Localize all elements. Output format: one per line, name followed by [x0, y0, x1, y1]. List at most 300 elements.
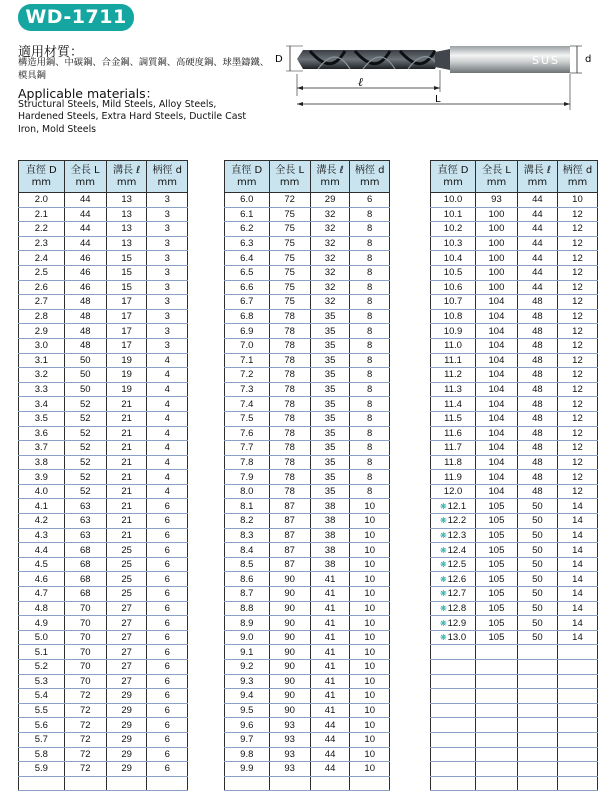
table-row [19, 660, 188, 675]
cell-value: 14 [572, 602, 583, 614]
cell-overall-length-L [64, 718, 106, 733]
cell-flute-length-l [310, 309, 350, 324]
table-row [431, 572, 598, 587]
cell-value: 78 [284, 456, 295, 468]
cell-flute-length-l [517, 776, 557, 791]
cell-diameter-D [431, 762, 476, 777]
cell-flute-length-l [310, 776, 350, 791]
col-header-unit: mm [279, 176, 300, 188]
col-header-shank-diameter-d [557, 161, 597, 193]
cell-shank-diameter-d [147, 601, 188, 616]
table-row [225, 368, 390, 383]
cell-overall-length-L [476, 601, 518, 616]
cell-shank-diameter-d [350, 732, 390, 747]
cell-flute-length-l [310, 324, 350, 339]
cell-value: 29 [121, 705, 132, 717]
cell-value: 6.9 [240, 325, 254, 337]
cell-value: 50 [532, 559, 543, 571]
cell-shank-diameter-d [557, 528, 597, 543]
cell-value: 8 [367, 486, 373, 498]
special-mark-icon: ❋ [439, 574, 447, 584]
cell-value: 27 [121, 602, 132, 614]
cell-shank-diameter-d [147, 222, 188, 237]
cell-overall-length-L [269, 470, 310, 485]
cell-value: 29 [121, 734, 132, 746]
cell-value: 13 [121, 223, 132, 235]
col-header-unit: mm [31, 176, 52, 188]
cell-overall-length-L [476, 265, 518, 280]
cell-flute-length-l [310, 718, 350, 733]
cell-value: 70 [79, 617, 91, 629]
cell-value: 13 [121, 208, 132, 220]
product-code-badge: WD-1711 [18, 4, 134, 31]
cell-value: 78 [284, 325, 295, 337]
cell-diameter-D [431, 703, 476, 718]
cell-diameter-D [431, 674, 476, 689]
cell-value: 13 [121, 238, 132, 250]
cell-value: 35 [324, 354, 336, 366]
cell-overall-length-L [64, 601, 106, 616]
cell-value: 8 [367, 325, 373, 337]
cell-overall-length-L [269, 382, 310, 397]
cell-value: 4.1 [34, 500, 48, 512]
col-header-overall-length-L [269, 161, 310, 193]
cell-value: 100 [488, 267, 505, 279]
cell-value: 90 [284, 661, 295, 673]
cell-diameter-D [431, 193, 476, 208]
cell-value: 21 [121, 427, 132, 439]
cell-value: 13 [121, 194, 132, 206]
table-row [431, 732, 598, 747]
cell-diameter-D [225, 543, 270, 558]
cell-value: 6.3 [240, 238, 254, 250]
cell-value: 104 [488, 442, 505, 454]
cell-flute-length-l [310, 499, 350, 514]
cell-shank-diameter-d [350, 484, 390, 499]
cell-overall-length-L [64, 397, 106, 412]
cell-value: 3 [164, 238, 170, 250]
materials-list-zh: 構造用鋼、中碳鋼、合金鋼、調質鋼、高硬度鋼、球墨鑄鐵、模具鋼 [18, 57, 270, 81]
cell-value: 70 [79, 602, 91, 614]
cell-value: 3.4 [34, 398, 48, 410]
cell-value: 6.8 [240, 311, 254, 323]
cell-shank-diameter-d [147, 441, 188, 456]
cell-value: 93 [284, 748, 295, 760]
cell-flute-length-l [517, 324, 557, 339]
cell-value: 6 [164, 734, 170, 746]
table-row [225, 484, 390, 499]
cell-diameter-D [225, 660, 270, 675]
cell-value: 63 [79, 529, 91, 541]
cell-flute-length-l [310, 747, 350, 762]
table-row [431, 499, 598, 514]
table-row [431, 338, 598, 353]
cell-overall-length-L [64, 557, 106, 572]
cell-flute-length-l [517, 411, 557, 426]
cell-diameter-D [225, 601, 270, 616]
special-mark-icon: ❋ [439, 516, 447, 526]
cell-overall-length-L [64, 455, 106, 470]
cell-shank-diameter-d [350, 776, 390, 791]
table-row [19, 426, 188, 441]
cell-shank-diameter-d [147, 338, 188, 353]
cell-overall-length-L [476, 280, 518, 295]
cell-shank-diameter-d [350, 338, 390, 353]
cell-value: 6 [164, 529, 170, 541]
cell-value: 14 [572, 588, 583, 600]
cell-flute-length-l [106, 295, 147, 310]
cell-value: 12 [572, 486, 583, 498]
special-mark-icon: ❋ [439, 545, 447, 555]
cell-shank-diameter-d [147, 660, 188, 675]
cell-shank-diameter-d [557, 718, 597, 733]
cell-value: 19 [121, 384, 132, 396]
cell-flute-length-l [517, 703, 557, 718]
cell-flute-length-l [517, 236, 557, 251]
table-row [431, 528, 598, 543]
cell-value: 11.9 [444, 471, 462, 483]
cell-flute-length-l [310, 338, 350, 353]
cell-overall-length-L [64, 222, 106, 237]
cell-value: 4 [164, 413, 170, 425]
cell-diameter-D [431, 543, 476, 558]
cell-value: 35 [324, 456, 336, 468]
cell-overall-length-L [269, 207, 310, 222]
table-row [431, 441, 598, 456]
cell-flute-length-l [106, 674, 147, 689]
table-row [225, 265, 390, 280]
cell-value: 6 [164, 748, 170, 760]
cell-overall-length-L [476, 426, 518, 441]
special-mark-icon: ❋ [439, 501, 447, 511]
cell-shank-diameter-d [350, 382, 390, 397]
cell-value: 8.0 [240, 486, 254, 498]
cell-shank-diameter-d [557, 484, 597, 499]
cell-flute-length-l [106, 630, 147, 645]
cell-overall-length-L [269, 689, 310, 704]
cell-flute-length-l [106, 557, 147, 572]
table-row [19, 616, 188, 631]
col-header-shank-diameter-d [147, 161, 188, 193]
cell-overall-length-L [64, 207, 106, 222]
cell-overall-length-L [269, 222, 310, 237]
cell-shank-diameter-d [147, 207, 188, 222]
cell-diameter-D [19, 601, 65, 616]
cell-value: 68 [79, 559, 91, 571]
cell-value: 78 [284, 311, 295, 323]
table-row [19, 207, 188, 222]
cell-value: 90 [284, 690, 295, 702]
col-header-label: 溝長 ℓ [112, 164, 141, 176]
cell-value: 11.1 [444, 354, 462, 366]
header-row [225, 161, 390, 193]
cell-value: 2.4 [34, 252, 48, 264]
cell-value: 100 [488, 252, 505, 264]
cell-overall-length-L [476, 689, 518, 704]
cell-shank-diameter-d [147, 470, 188, 485]
cell-value: 6.6 [240, 281, 254, 293]
cell-value: 72 [79, 719, 91, 731]
cell-shank-diameter-d [147, 309, 188, 324]
cell-value: 17 [121, 340, 132, 352]
table-row [225, 776, 390, 791]
cell-value: 4 [164, 456, 170, 468]
cell-value: 21 [121, 515, 132, 527]
cell-overall-length-L [476, 338, 518, 353]
col-header-label: 柄徑 d [562, 164, 593, 176]
cell-shank-diameter-d [557, 499, 597, 514]
cell-value: 38 [324, 559, 336, 571]
cell-value: 75 [284, 252, 295, 264]
table-row [225, 441, 390, 456]
cell-value: 9.4 [240, 690, 254, 702]
cell-flute-length-l [310, 674, 350, 689]
table-row [19, 762, 188, 777]
cell-flute-length-l [517, 689, 557, 704]
cell-value: 3.3 [34, 384, 48, 396]
cell-value: 44 [79, 238, 91, 250]
cell-value: 27 [121, 632, 132, 644]
cell-diameter-D [225, 762, 270, 777]
cell-shank-diameter-d [350, 207, 390, 222]
cell-value: 12 [572, 384, 583, 396]
cell-flute-length-l [310, 630, 350, 645]
table-row [431, 703, 598, 718]
cell-flute-length-l [106, 601, 147, 616]
cell-diameter-D [431, 572, 476, 587]
cell-value: 75 [284, 296, 295, 308]
cell-shank-diameter-d [350, 616, 390, 631]
cell-flute-length-l [517, 470, 557, 485]
table-row [225, 338, 390, 353]
cell-value: 8 [367, 267, 373, 279]
cell-value: 8.3 [240, 529, 254, 541]
cell-value: 44 [324, 734, 336, 746]
cell-flute-length-l [310, 265, 350, 280]
table-row [431, 455, 598, 470]
cell-overall-length-L [476, 236, 518, 251]
cell-value: 35 [324, 413, 336, 425]
cell-value: 4 [164, 354, 170, 366]
table-row [225, 455, 390, 470]
cell-value: 105 [488, 632, 505, 644]
cell-value: 105 [488, 617, 505, 629]
table-row [431, 557, 598, 572]
table-row [431, 630, 598, 645]
cell-value: 8 [367, 340, 373, 352]
cell-flute-length-l [310, 470, 350, 485]
cell-value: 12 [572, 369, 583, 381]
cell-value: 5.7 [34, 734, 48, 746]
cell-value: 78 [284, 442, 295, 454]
cell-flute-length-l [310, 251, 350, 266]
cell-diameter-D [19, 236, 65, 251]
cell-shank-diameter-d [350, 499, 390, 514]
cell-value: 5.4 [34, 690, 48, 702]
cell-shank-diameter-d [147, 528, 188, 543]
cell-value: 104 [488, 340, 505, 352]
cell-value: 7.9 [240, 471, 254, 483]
cell-diameter-D [431, 630, 476, 645]
cell-value: 50 [79, 369, 91, 381]
cell-overall-length-L [64, 732, 106, 747]
cell-value: 11.6 [444, 427, 462, 439]
cell-value: 5.6 [34, 719, 48, 731]
cell-diameter-D [19, 645, 65, 660]
cell-diameter-D [225, 309, 270, 324]
cell-diameter-D [225, 674, 270, 689]
cell-overall-length-L [64, 236, 106, 251]
cell-value: 70 [79, 632, 91, 644]
cell-overall-length-L [476, 557, 518, 572]
cell-value: 50 [79, 384, 91, 396]
cell-flute-length-l [517, 426, 557, 441]
cell-shank-diameter-d [557, 338, 597, 353]
cell-diameter-D [431, 324, 476, 339]
cell-value: 10 [364, 602, 375, 614]
cell-value: 44 [79, 194, 91, 206]
special-mark-icon: ❋ [439, 618, 447, 628]
cell-shank-diameter-d [557, 280, 597, 295]
cell-overall-length-L [476, 411, 518, 426]
table-row [431, 368, 598, 383]
cell-overall-length-L [64, 660, 106, 675]
cell-value: 50 [532, 602, 543, 614]
table-row [19, 324, 188, 339]
cell-value: 11.8 [444, 456, 462, 468]
cell-value: 90 [284, 573, 295, 585]
cell-flute-length-l [517, 309, 557, 324]
cell-value: 41 [324, 632, 336, 644]
cell-shank-diameter-d [557, 426, 597, 441]
cell-diameter-D [19, 499, 65, 514]
table-row [431, 762, 598, 777]
cell-value: 10.9 [443, 325, 463, 337]
cell-diameter-D [225, 397, 270, 412]
cell-shank-diameter-d [350, 193, 390, 208]
cell-value: 90 [284, 632, 295, 644]
cell-diameter-D [431, 747, 476, 762]
cell-flute-length-l [106, 689, 147, 704]
cell-flute-length-l [517, 601, 557, 616]
table-row [431, 601, 598, 616]
cell-value: 52 [79, 398, 91, 410]
cell-shank-diameter-d [350, 674, 390, 689]
cell-overall-length-L [476, 499, 518, 514]
cell-value: 4 [164, 384, 170, 396]
cell-value: 14 [572, 632, 583, 644]
cell-value: 104 [488, 311, 505, 323]
cell-value: 10.2 [443, 223, 463, 235]
cell-value: 8 [367, 398, 373, 410]
table-row [19, 353, 188, 368]
cell-overall-length-L [64, 776, 106, 791]
cell-value: 10 [364, 529, 375, 541]
table-row [225, 280, 390, 295]
materials-title-zh: 適用材質： [18, 45, 84, 60]
cell-diameter-D [431, 309, 476, 324]
cell-diameter-D [431, 484, 476, 499]
cell-value: 6 [164, 617, 170, 629]
cell-flute-length-l [517, 441, 557, 456]
spec-table-1 [18, 160, 188, 791]
cell-value: 35 [324, 325, 336, 337]
cell-overall-length-L [64, 470, 106, 485]
cell-value: 13.0 [447, 632, 467, 644]
cell-value: 3 [164, 223, 170, 235]
cell-diameter-D [431, 587, 476, 602]
cell-value: 5.1 [34, 646, 48, 658]
cell-value: 12 [572, 398, 583, 410]
cell-shank-diameter-d [557, 368, 597, 383]
cell-diameter-D [19, 689, 65, 704]
cell-value: 93 [491, 194, 502, 206]
cell-flute-length-l [106, 193, 147, 208]
cell-diameter-D [19, 441, 65, 456]
cell-value: 7.4 [240, 398, 254, 410]
table-row [19, 280, 188, 295]
cell-value: 104 [488, 325, 505, 337]
cell-shank-diameter-d [350, 441, 390, 456]
cell-flute-length-l [106, 441, 147, 456]
cell-shank-diameter-d [147, 718, 188, 733]
cell-value: 75 [284, 208, 295, 220]
cell-overall-length-L [64, 353, 106, 368]
cell-value: 70 [79, 675, 91, 687]
cell-value: 44 [532, 252, 543, 264]
cell-flute-length-l [310, 645, 350, 660]
cell-value: 48 [532, 413, 543, 425]
cell-value: 9.6 [240, 719, 254, 731]
table-row [19, 703, 188, 718]
cell-overall-length-L [269, 411, 310, 426]
cell-value: 12.2 [447, 515, 467, 527]
cell-value: 50 [532, 617, 543, 629]
table-row [225, 747, 390, 762]
table-row [431, 689, 598, 704]
cell-flute-length-l [106, 338, 147, 353]
col-header-label: 溝長 ℓ [316, 164, 344, 176]
cell-overall-length-L [476, 732, 518, 747]
cell-value: 12 [572, 238, 583, 250]
cell-value: 63 [79, 515, 91, 527]
table-row [431, 353, 598, 368]
cell-diameter-D [225, 645, 270, 660]
cell-value: 12 [572, 354, 583, 366]
cell-value: 87 [284, 500, 295, 512]
cell-diameter-D [19, 630, 65, 645]
table-row [431, 324, 598, 339]
cell-flute-length-l [310, 441, 350, 456]
cell-flute-length-l [106, 324, 147, 339]
cell-diameter-D [431, 353, 476, 368]
cell-value: 27 [121, 661, 132, 673]
cell-value: 44 [79, 208, 91, 220]
cell-value: 14 [572, 573, 583, 585]
cell-value: 78 [284, 384, 295, 396]
cell-flute-length-l [310, 587, 350, 602]
cell-diameter-D [19, 397, 65, 412]
cell-value: 3.1 [34, 354, 48, 366]
cell-diameter-D [431, 528, 476, 543]
table-row [19, 514, 188, 529]
cell-diameter-D [431, 455, 476, 470]
cell-value: 14 [572, 617, 583, 629]
cell-shank-diameter-d [557, 645, 597, 660]
table-row [431, 295, 598, 310]
cell-value: 8 [367, 281, 373, 293]
cell-diameter-D [225, 732, 270, 747]
